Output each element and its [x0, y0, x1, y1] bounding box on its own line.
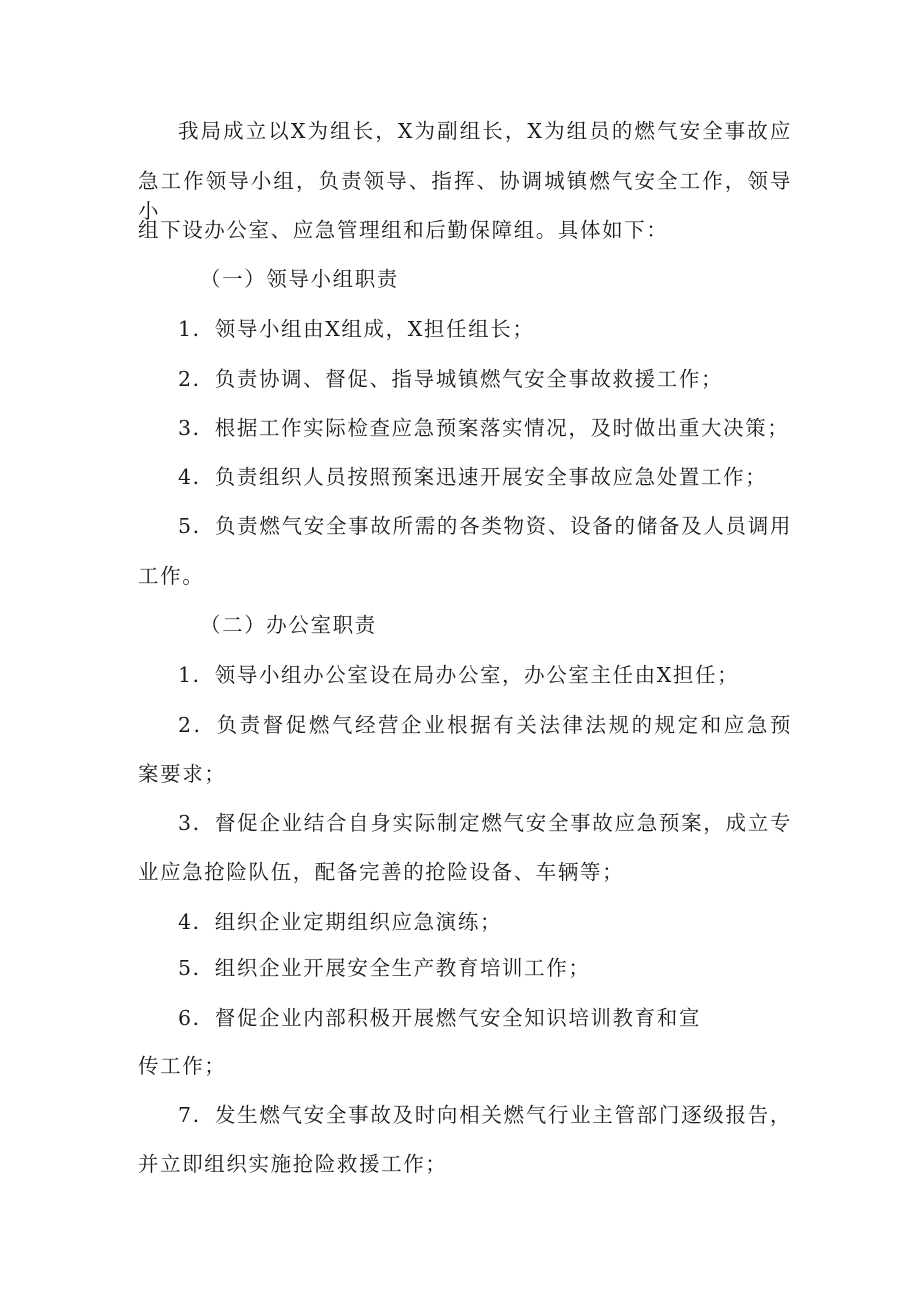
section-heading-office: （二）办公室职责: [200, 613, 377, 637]
leadership-item-5-line-1: 5．负责燃气安全事故所需的各类物资、设备的储备及人员调用: [178, 514, 792, 538]
leadership-item-3: 3．根据工作实际检查应急预案落实情况，及时做出重大决策；: [178, 416, 790, 440]
leadership-item-4: 4．负责组织人员按照预案迅速开展安全事故应急处置工作；: [178, 465, 768, 489]
office-item-7-line-2: 并立即组织实施抢险救援工作；: [138, 1152, 448, 1176]
office-item-6-line-1: 6．督促企业内部积极开展燃气安全知识培训教育和宣: [178, 1006, 701, 1030]
leadership-item-1: 1．领导小组由X组成，X担任组长；: [178, 317, 535, 341]
leadership-item-5-line-2: 工作。: [138, 564, 205, 588]
leadership-item-2: 2．负责协调、督促、指导城镇燃气安全事故救援工作；: [178, 367, 724, 391]
office-item-6-line-2: 传工作；: [138, 1054, 227, 1078]
office-item-7-line-1: 7．发生燃气安全事故及时向相关燃气行业主管部门逐级报告，: [178, 1103, 792, 1127]
office-item-4: 4．组织企业定期组织应急演练；: [178, 910, 503, 934]
intro-line-1: 我局成立以X为组长，X为副组长，X为组员的燃气安全事故应: [178, 119, 792, 143]
office-item-3-line-1: 3．督促企业结合自身实际制定燃气安全事故应急预案，成立专: [178, 811, 792, 835]
intro-line-3: 组下设办公室、应急管理组和后勤保障组。具体如下：: [138, 218, 669, 242]
office-item-5: 5．组织企业开展安全生产教育培训工作；: [178, 956, 591, 980]
section-heading-leadership: （一）领导小组职责: [200, 267, 399, 291]
office-item-2-line-1: 2．负责督促燃气经营企业根据有关法律法规的规定和应急预: [178, 713, 792, 737]
office-item-3-line-2: 业应急抢险队伍，配备完善的抢险设备、车辆等；: [138, 860, 625, 884]
intro-line-2: 急工作领导小组，负责领导、指挥、协调城镇燃气安全工作，领导小: [138, 169, 792, 223]
office-item-1: 1．领导小组办公室设在局办公室，办公室主任由X担任；: [178, 663, 740, 687]
office-item-2-line-2: 案要求；: [138, 762, 227, 786]
